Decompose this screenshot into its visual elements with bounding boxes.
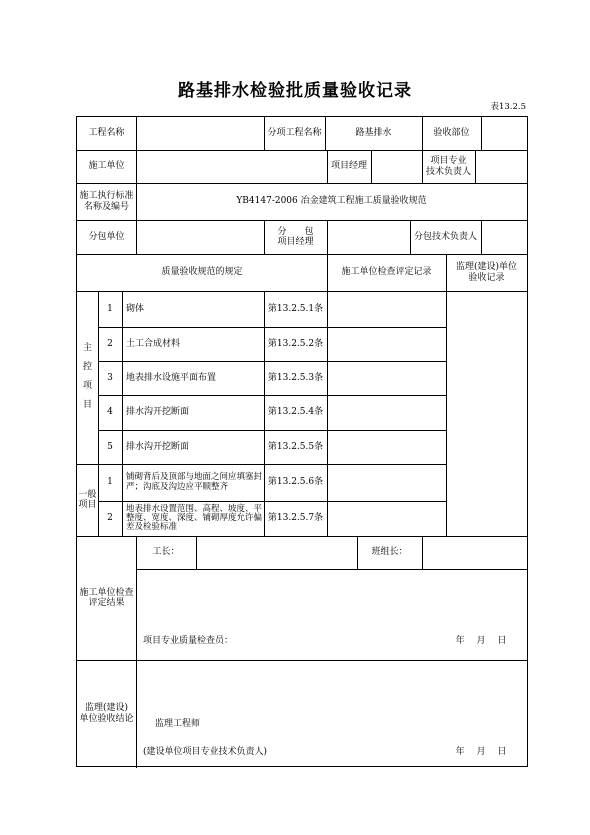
main-item-name: 排水沟开挖断面 — [126, 441, 190, 452]
sub-project-label: 分项工程名称 — [267, 128, 322, 139]
supervisor-date: 年 月 日 — [455, 746, 507, 757]
sub-pm-value[interactable] — [327, 220, 410, 254]
quality-inspector-label: 项目专业质量检查员： — [143, 635, 234, 646]
general-item-no: 2 — [107, 513, 113, 524]
general-item-name: 地表排水设置范围、高程、坡度、平整度、宽度、深度、铺砌厚度允许偏差及检验标准 — [126, 504, 263, 532]
main-item-ref: 第13.2.5.4条 — [267, 407, 324, 418]
project-name-value[interactable] — [136, 117, 264, 150]
contractor-result-label: 施工单位检查 评定结果 — [79, 587, 134, 608]
sub-tech-value[interactable] — [481, 220, 527, 254]
main-item-ref: 第13.2.5.2条 — [267, 338, 324, 349]
subcontractor-value[interactable] — [136, 220, 264, 254]
main-item-name: 砌体 — [126, 303, 145, 314]
page-title: 路基排水检验批质量验收记录 — [178, 81, 412, 101]
standard-value: YB4147-2006 冶金建筑工程施工质量验收规范 — [236, 196, 427, 207]
supervisor-column-header: 监理(建设)单位 验收记录 — [455, 262, 518, 283]
sub-tech-label: 分包技术负责人 — [413, 231, 477, 242]
general-item-no: 1 — [107, 477, 113, 488]
general-item-ref: 第13.2.5.6条 — [267, 477, 324, 488]
table-number: 表13.2.5 — [490, 102, 526, 112]
main-item-no: 1 — [107, 303, 113, 314]
main-item-name: 排水沟开挖断面 — [126, 407, 190, 418]
owner-representative-label: (建设单位项目专业技术负责人) — [143, 746, 268, 757]
acceptance-part-label: 验收部位 — [433, 128, 470, 139]
main-item-ref: 第13.2.5.1条 — [267, 303, 324, 314]
project-manager-label: 项目经理 — [330, 161, 367, 172]
standard-label: 施工执行标准 名称及编号 — [79, 191, 134, 212]
main-item-no: 4 — [107, 407, 113, 418]
subcontractor-label: 分包单位 — [88, 231, 125, 242]
main-item-ref: 第13.2.5.3条 — [267, 372, 324, 383]
main-item-name: 土工合成材料 — [126, 338, 181, 349]
sub-pm-label: 分 包 项目经理 — [277, 226, 314, 247]
contractor-date: 年 月 日 — [455, 635, 507, 646]
main-item-name: 地表排水设施平面布置 — [126, 372, 217, 383]
acceptance-part-value[interactable] — [481, 117, 527, 150]
main-item-no: 2 — [107, 338, 113, 349]
project-manager-value[interactable] — [371, 150, 422, 183]
general-item-ref: 第13.2.5.7条 — [267, 513, 324, 524]
main-item-no: 3 — [107, 372, 113, 383]
foreman-label: 工长： — [152, 547, 180, 558]
inspection-form-table — [76, 116, 528, 767]
contractor-check-column-header: 施工单位检查评定记录 — [341, 267, 432, 278]
project-name-label: 工程名称 — [88, 128, 125, 139]
foreman-value[interactable] — [196, 536, 357, 569]
main-item-ref: 第13.2.5.5条 — [267, 441, 324, 452]
main-item-no: 5 — [107, 441, 113, 452]
team-leader-label: 班组长： — [371, 547, 408, 558]
main-control-label: 主 控 项 目 — [82, 343, 92, 411]
supervisor-result-label: 监理(建设) 单位验收结论 — [79, 703, 134, 724]
tech-lead-value[interactable] — [475, 150, 527, 183]
supervising-engineer-label: 监理工程师 — [155, 718, 201, 729]
general-item-name: 铺砌背后及顶部与地面之间应填塞封严；沟底及沟边应平顺整齐 — [126, 472, 263, 492]
general-items-label: 一般 项目 — [78, 489, 97, 510]
contractor-value[interactable] — [136, 150, 327, 183]
team-leader-value[interactable] — [422, 536, 527, 569]
spec-column-header: 质量验收规范的规定 — [161, 267, 243, 278]
tech-lead-label: 项目专业 技术负责人 — [425, 156, 471, 177]
sub-project-value[interactable]: 路基排水 — [355, 128, 392, 139]
contractor-label: 施工单位 — [88, 161, 125, 172]
